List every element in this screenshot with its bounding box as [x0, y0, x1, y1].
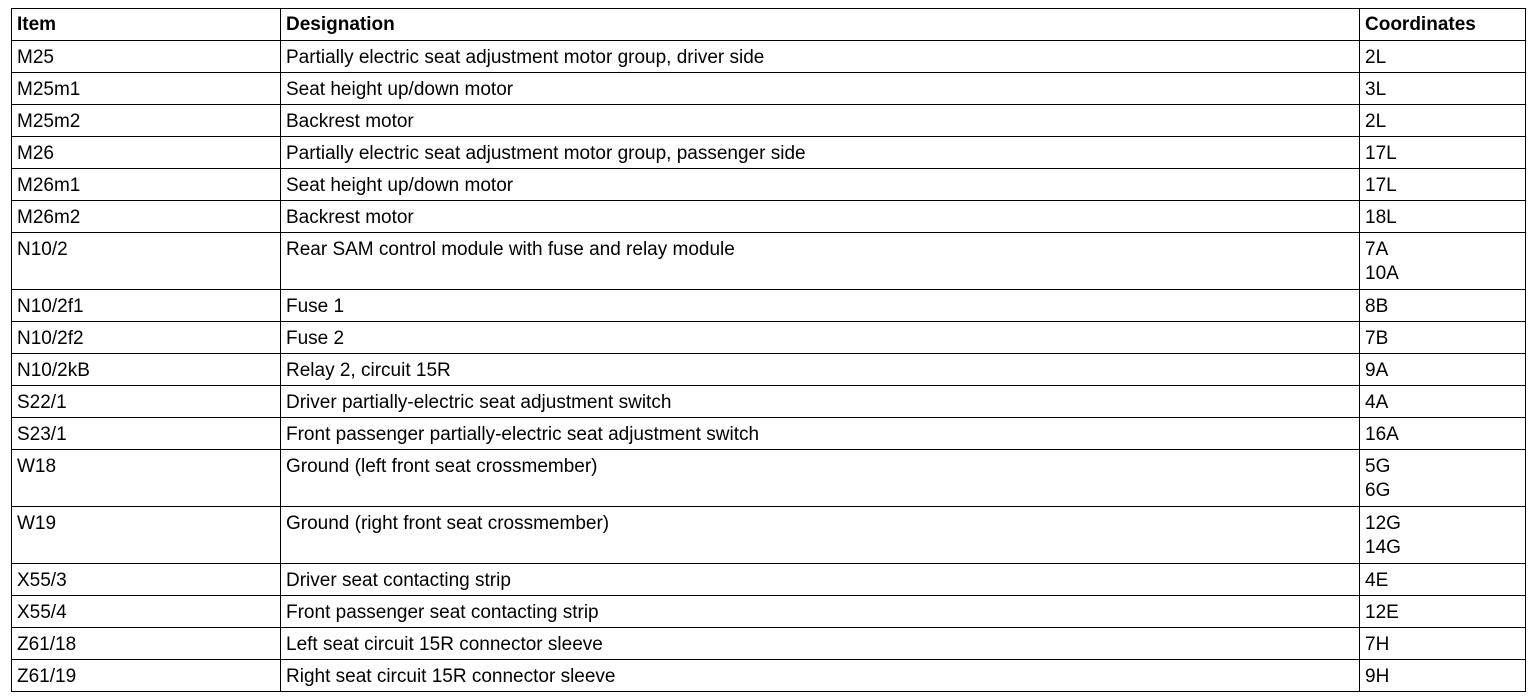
designation-cell: Partially electric seat adjustment motor group, driver side — [281, 41, 1360, 73]
coordinates-cell: 4A — [1360, 386, 1526, 418]
header-coordinates: Coordinates — [1360, 9, 1526, 41]
coordinates-cell: 2L — [1360, 105, 1526, 137]
designation-cell: Right seat circuit 15R connector sleeve — [281, 660, 1360, 692]
item-cell: W18 — [12, 450, 281, 507]
coordinates-cell: 12E — [1360, 596, 1526, 628]
table-row — [12, 105, 1526, 137]
component-legend-table — [11, 8, 1526, 692]
coordinates-cell: 7A 10A — [1360, 233, 1526, 290]
item-cell: M26m2 — [12, 201, 281, 233]
table-row — [12, 564, 1526, 596]
coordinates-cell: 17L — [1360, 137, 1526, 169]
designation-cell: Backrest motor — [281, 201, 1360, 233]
designation-cell: Driver seat contacting strip — [281, 564, 1360, 596]
item-cell: N10/2f1 — [12, 290, 281, 322]
coordinates-cell: 9H — [1360, 660, 1526, 692]
item-cell: N10/2f2 — [12, 322, 281, 354]
coordinates-cell: 7H — [1360, 628, 1526, 660]
coordinates-cell: 17L — [1360, 169, 1526, 201]
item-cell: M25m2 — [12, 105, 281, 137]
table-row — [12, 322, 1526, 354]
coordinates-cell: 5G 6G — [1360, 450, 1526, 507]
item-cell: W19 — [12, 507, 281, 564]
table-row — [12, 169, 1526, 201]
designation-cell: Ground (right front seat crossmember) — [281, 507, 1360, 564]
item-cell: S23/1 — [12, 418, 281, 450]
designation-cell: Driver partially-electric seat adjustment switch — [281, 386, 1360, 418]
designation-cell: Ground (left front seat crossmember) — [281, 450, 1360, 507]
designation-cell: Relay 2, circuit 15R — [281, 354, 1360, 386]
table-row — [12, 418, 1526, 450]
table-row — [12, 137, 1526, 169]
table-row — [12, 201, 1526, 233]
designation-cell: Front passenger partially-electric seat adjustment switch — [281, 418, 1360, 450]
coordinates-cell: 18L — [1360, 201, 1526, 233]
designation-cell: Seat height up/down motor — [281, 73, 1360, 105]
item-cell: N10/2kB — [12, 354, 281, 386]
table-row — [12, 73, 1526, 105]
table-row — [12, 596, 1526, 628]
item-cell: M25 — [12, 41, 281, 73]
designation-cell: Fuse 2 — [281, 322, 1360, 354]
header-item: Item — [12, 9, 281, 41]
table-row — [12, 354, 1526, 386]
designation-cell: Backrest motor — [281, 105, 1360, 137]
coordinates-cell: 9A — [1360, 354, 1526, 386]
coordinates-cell: 3L — [1360, 73, 1526, 105]
coordinates-cell: 2L — [1360, 41, 1526, 73]
item-cell: M26 — [12, 137, 281, 169]
item-cell: S22/1 — [12, 386, 281, 418]
item-cell: N10/2 — [12, 233, 281, 290]
coordinates-cell: 12G 14G — [1360, 507, 1526, 564]
table-row — [12, 386, 1526, 418]
table-row — [12, 628, 1526, 660]
item-cell: Z61/18 — [12, 628, 281, 660]
item-cell: X55/4 — [12, 596, 281, 628]
designation-cell: Front passenger seat contacting strip — [281, 596, 1360, 628]
header-designation: Designation — [281, 9, 1360, 41]
designation-cell: Rear SAM control module with fuse and relay module — [281, 233, 1360, 290]
designation-cell: Seat height up/down motor — [281, 169, 1360, 201]
table-row — [12, 41, 1526, 73]
table-row — [12, 660, 1526, 692]
coordinates-cell: 7B — [1360, 322, 1526, 354]
table-row — [12, 507, 1526, 564]
table-row — [12, 233, 1526, 290]
designation-cell: Left seat circuit 15R connector sleeve — [281, 628, 1360, 660]
item-cell: M26m1 — [12, 169, 281, 201]
designation-cell: Fuse 1 — [281, 290, 1360, 322]
table-row — [12, 450, 1526, 507]
coordinates-cell: 8B — [1360, 290, 1526, 322]
coordinates-cell: 4E — [1360, 564, 1526, 596]
item-cell: Z61/19 — [12, 660, 281, 692]
designation-cell: Partially electric seat adjustment motor group, passenger side — [281, 137, 1360, 169]
coordinates-cell: 16A — [1360, 418, 1526, 450]
header-row — [12, 9, 1526, 41]
item-cell: M25m1 — [12, 73, 281, 105]
item-cell: X55/3 — [12, 564, 281, 596]
table-row — [12, 290, 1526, 322]
